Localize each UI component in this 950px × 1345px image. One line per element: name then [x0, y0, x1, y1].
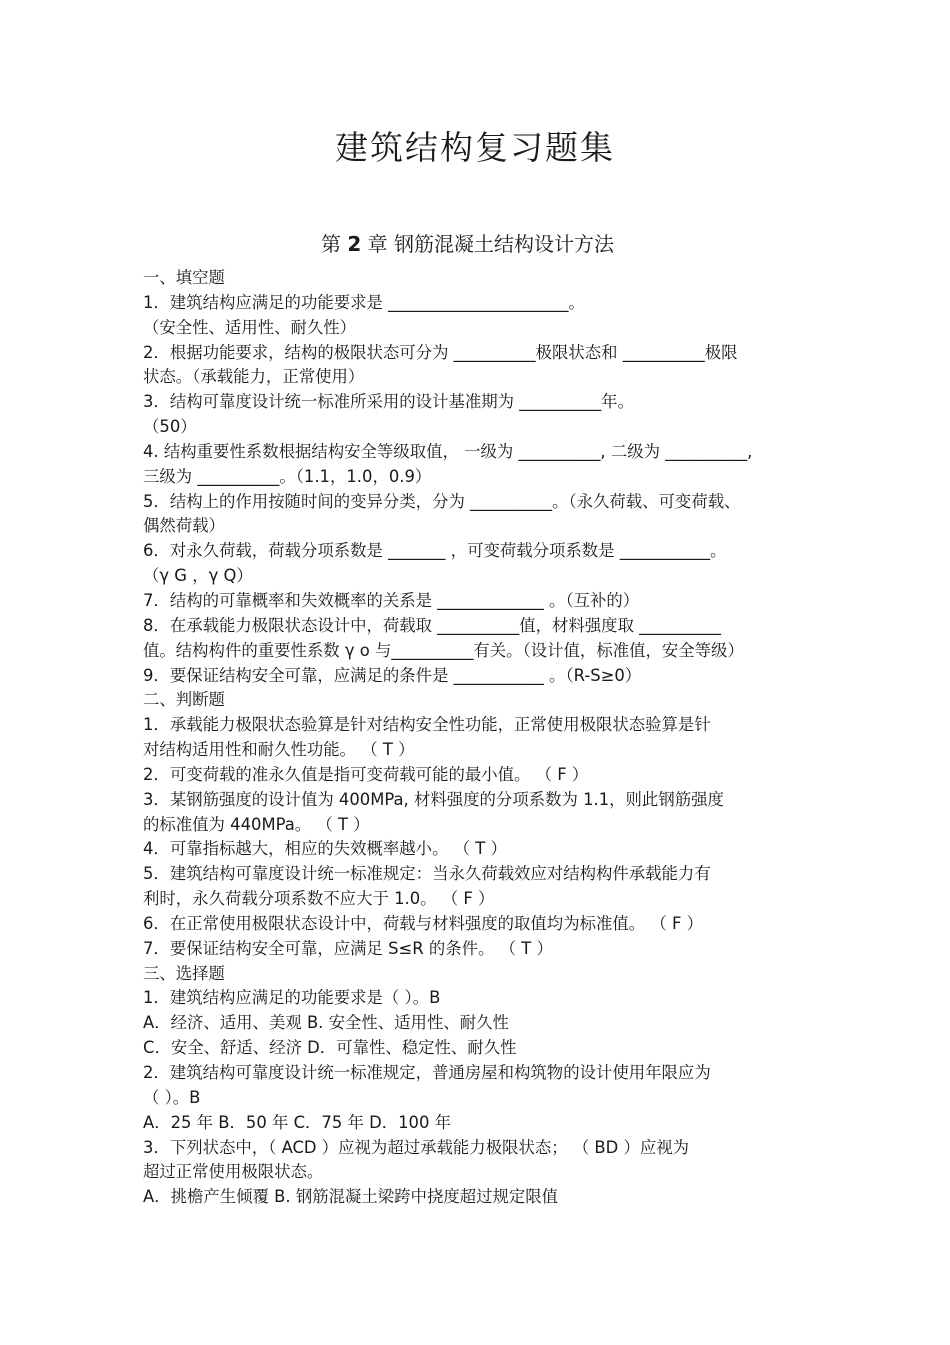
- text-line: 超过正常使用极限状态。: [143, 1162, 324, 1182]
- text-line: 一、填空题: [143, 268, 225, 287]
- text-line: 值。结构构件的重要性系数 γ o 与__________有关。（设计值，标准值，安全等级）: [143, 640, 744, 660]
- text-line: 偶然荷载）: [143, 516, 225, 536]
- text-line: 状态。（承载能力，正常使用）: [143, 367, 365, 387]
- text-line: 2．根据功能要求，结构的极限状态可分为 __________极限状态和 __________极限: [143, 342, 738, 362]
- text-line: 1．建筑结构应满足的功能要求是 ______________________。: [143, 292, 585, 312]
- question-content: [143, 266, 808, 1210]
- chapter-suffix: 章 钢筋混凝土结构设计方法: [367, 232, 614, 256]
- text-line: 4. 结构重要性系数根据结构安全等级取值， 一级为 __________, 二级为 __________,: [143, 441, 753, 461]
- text-line: 1．承载能力极限状态验算是针对结构安全性功能，正常使用极限状态验算是针: [143, 715, 711, 735]
- text-line: C．安全、舒适、经济 D．可靠性、稳定性、耐久性: [143, 1038, 517, 1058]
- document-title: 建筑结构复习题集: [335, 128, 615, 167]
- text-line: A．25 年 B．50 年 C．75 年 D．100 年: [143, 1112, 451, 1132]
- text-line: 二、判断题: [143, 690, 225, 710]
- text-line: 3．结构可靠度设计统一标准所采用的设计基准期为 __________年。: [143, 392, 634, 412]
- text-line: 3．某钢筋强度的设计值为 400MPa, 材料强度的分项系数为 1.1，则此钢筋强度: [143, 789, 724, 809]
- text-line: 对结构适用性和耐久性功能。 （ T ）: [143, 740, 415, 760]
- text-line: （ ）。B: [143, 1087, 201, 1107]
- text-line: A．挑檐产生倾覆 B. 钢筋混凝土梁跨中挠度超过规定限值: [143, 1187, 559, 1207]
- text-line: 的标准值为 440MPa。 （ T ）: [143, 814, 370, 834]
- text-line: 5．建筑结构可靠度设计统一标准规定：当永久荷载效应对结构构件承载能力有: [143, 864, 711, 884]
- chapter-number: 2: [347, 232, 362, 256]
- text-line: 4．可靠指标越大，相应的失效概率越小。 （ T ）: [143, 839, 507, 859]
- text-line: A．经济、适用、美观 B. 安全性、适用性、耐久性: [143, 1013, 509, 1033]
- chapter-prefix: 第: [321, 232, 341, 256]
- text-line: 1．建筑结构应满足的功能要求是（ ）。B: [143, 988, 441, 1008]
- text-line: 三、选择题: [143, 963, 225, 983]
- text-line: 6．对永久荷载，荷载分项系数是 _______ ，可变荷载分项系数是 ___________。: [143, 541, 727, 561]
- text-line: 2．建筑结构可靠度设计统一标准规定，普通房屋和构筑物的设计使用年限应为: [143, 1063, 711, 1082]
- text-line: （50）: [143, 417, 197, 437]
- text-line: 7．结构的可靠概率和失效概率的关系是 _____________ 。（互补的）: [143, 590, 640, 610]
- text-line: 8．在承载能力极限状态设计中，荷载取 __________值，材料强度取 __________: [143, 615, 722, 635]
- text-line: 2．可变荷载的准永久值是指可变荷载可能的最小值。 （ F ）: [143, 764, 589, 784]
- text-line: 9．要保证结构安全可靠，应满足的条件是 ___________ 。（R-S≥0）: [143, 665, 642, 685]
- text-line: 利时，永久荷载分项系数不应大于 1.0。 （ F ）: [143, 889, 495, 909]
- text-line: 三级为 __________。（1.1，1.0，0.9）: [143, 466, 432, 486]
- text-line: 7．要保证结构安全可靠，应满足 S≤R 的条件。 （ T ）: [143, 938, 553, 958]
- text-line: （γ G ，γ Q）: [143, 566, 253, 586]
- text-line: （安全性、适用性、耐久性）: [143, 317, 357, 337]
- text-line: 6．在正常使用极限状态设计中，荷载与材料强度的取值均为标准值。 （ F ）: [143, 913, 703, 933]
- chapter-heading: [0, 228, 935, 257]
- text-line: 3．下列状态中，（ ACD ）应视为超过承载能力极限状态； （ BD ）应视为: [143, 1137, 690, 1157]
- text-line: 5．结构上的作用按随时间的变异分类，分为 __________。（永久荷载、可变荷载、: [143, 491, 741, 511]
